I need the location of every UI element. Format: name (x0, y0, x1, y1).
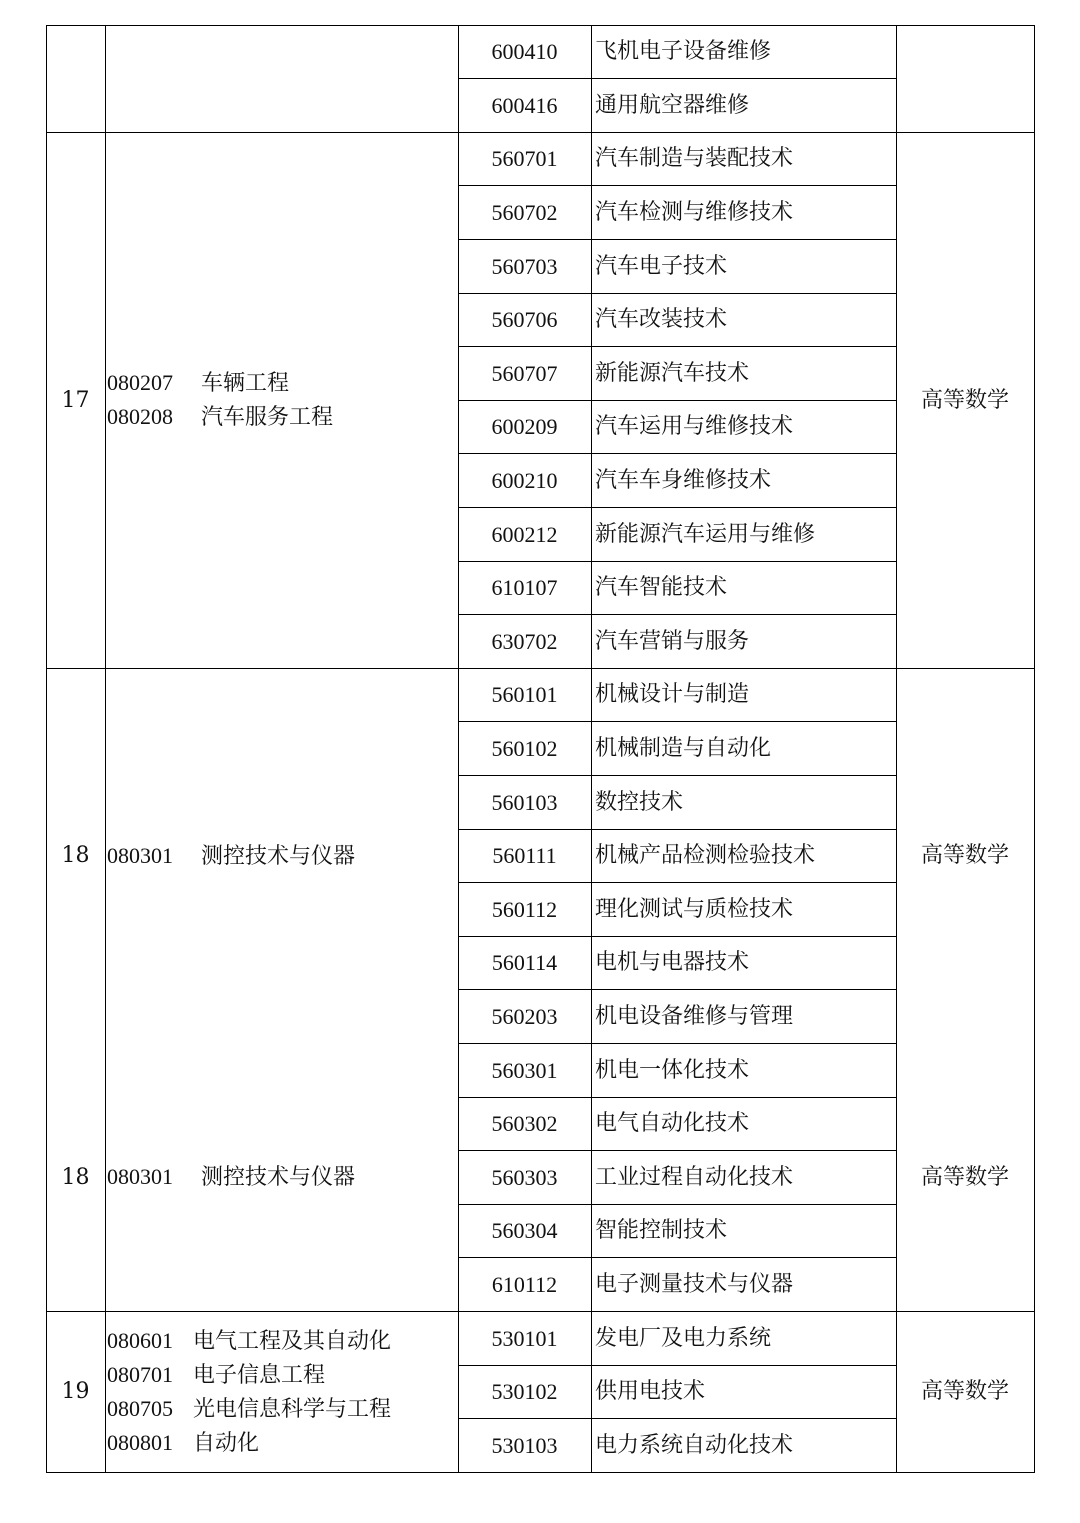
major-entry (107, 366, 289, 400)
major-entry (107, 1324, 391, 1358)
major-code: 080601 (107, 1327, 173, 1353)
table-rule (46, 132, 1034, 133)
table-rule (458, 1257, 896, 1258)
table-rule (458, 400, 896, 401)
specialty-code: 560203 (491, 1004, 558, 1030)
specialty-code: 600209 (491, 414, 558, 440)
major-entry (107, 1392, 391, 1426)
specialty-name: 汽车智能技术 (595, 575, 728, 601)
specialty-name: 数控技术 (595, 789, 684, 815)
major-name: 汽车服务工程 (201, 405, 334, 431)
specialty-code: 600210 (491, 468, 558, 494)
specialty-name: 新能源汽车运用与维修 (595, 521, 816, 547)
table-rule (46, 25, 47, 1473)
specialty-code: 560302 (491, 1111, 558, 1137)
specialty-code: 560303 (491, 1164, 558, 1190)
specialty-name: 电力系统自动化技术 (595, 1432, 794, 1458)
specialty-name: 电机与电器技术 (595, 950, 750, 976)
table-rule (458, 78, 896, 79)
specialty-name: 汽车改装技术 (595, 307, 728, 333)
specialty-code: 560702 (491, 200, 558, 226)
major-entry (107, 1358, 325, 1392)
table-rule (105, 25, 106, 1473)
specialty-name: 机电设备维修与管理 (595, 1004, 794, 1030)
specialty-code: 560102 (491, 736, 558, 762)
major-code: 080701 (107, 1361, 173, 1387)
specialty-name: 智能控制技术 (595, 1218, 728, 1244)
undergraduate-majors (105, 1311, 458, 1472)
major-code: 080301 (107, 842, 173, 868)
major-name: 测控技术与仪器 (201, 843, 356, 869)
exam-subject: 高等数学 (920, 843, 1009, 869)
table-rule (458, 507, 896, 508)
specialty-code: 530103 (491, 1432, 558, 1458)
specialty-code: 560304 (491, 1218, 558, 1244)
specialty-name: 汽车制造与装配技术 (595, 146, 794, 172)
table-rule (1034, 25, 1035, 1473)
specialty-code: 610107 (491, 575, 558, 601)
specialty-code: 560703 (491, 253, 558, 279)
table-rule (458, 561, 896, 562)
major-code: 080301 (107, 1164, 173, 1190)
major-entry (107, 1426, 259, 1460)
specialty-code: 560701 (491, 146, 558, 172)
group-number (46, 25, 105, 132)
undergraduate-majors (105, 25, 458, 132)
table-rule (458, 25, 459, 1473)
specialty-code: 530101 (491, 1325, 558, 1351)
major-code: 080207 (107, 370, 173, 396)
specialty-name: 汽车车身维修技术 (595, 468, 772, 494)
specialty-name: 机械制造与自动化 (595, 736, 772, 762)
exam-subject: 高等数学 (920, 1164, 1009, 1190)
specialty-name: 电气自动化技术 (595, 1111, 750, 1137)
major-entry (107, 839, 355, 873)
table-rule (458, 346, 896, 347)
major-entry (107, 400, 333, 434)
major-name: 自动化 (193, 1430, 260, 1456)
specialty-code: 610112 (491, 1272, 558, 1298)
specialty-name: 电子测量技术与仪器 (595, 1272, 794, 1298)
major-code: 080208 (107, 404, 173, 430)
table-rule (591, 25, 592, 1473)
table-rule (896, 25, 897, 1473)
specialty-name: 通用航空器维修 (595, 92, 750, 118)
specialty-name: 汽车运用与维修技术 (595, 414, 794, 440)
table-rule (458, 1043, 896, 1044)
major-name: 电子信息工程 (193, 1362, 326, 1388)
specialty-name: 机械设计与制造 (595, 682, 750, 708)
specialty-code: 600410 (491, 39, 558, 65)
major-code: 080801 (107, 1429, 173, 1455)
table-rule (46, 1472, 1034, 1473)
group-number: 18 (61, 1164, 90, 1190)
table-rule (458, 614, 896, 615)
specialty-code: 560111 (492, 843, 557, 869)
table-rule (458, 239, 896, 240)
group-number: 18 (61, 843, 90, 869)
specialty-name: 机械产品检测检验技术 (595, 843, 816, 869)
specialty-name: 工业过程自动化技术 (595, 1164, 794, 1190)
specialty-code: 560103 (491, 789, 558, 815)
specialty-name: 新能源汽车技术 (595, 360, 750, 386)
specialty-code: 560114 (491, 950, 558, 976)
table-rule (458, 829, 896, 830)
table-rule (46, 668, 1034, 669)
table-rule (458, 882, 896, 883)
specialty-name: 机电一体化技术 (595, 1057, 750, 1083)
exam-subject: 高等数学 (920, 387, 1009, 413)
table-rule (46, 1311, 1034, 1312)
table-rule (458, 989, 896, 990)
table-rule (458, 936, 896, 937)
major-name: 电气工程及其自动化 (193, 1328, 392, 1354)
specialty-code: 560101 (491, 682, 558, 708)
specialty-name: 汽车营销与服务 (595, 628, 750, 654)
undergraduate-majors (105, 132, 458, 668)
exam-subject (896, 25, 1034, 132)
major-name: 车辆工程 (201, 371, 290, 397)
group-number: 17 (61, 387, 90, 413)
table-rule (458, 185, 896, 186)
major-name: 光电信息科学与工程 (193, 1396, 392, 1422)
major-name: 测控技术与仪器 (201, 1165, 356, 1191)
specialty-code: 560707 (491, 360, 558, 386)
table-rule (46, 25, 1034, 26)
specialty-name: 发电厂及电力系统 (595, 1325, 772, 1351)
table-rule (458, 1097, 896, 1098)
table-rule (458, 1418, 896, 1419)
specialty-code: 560301 (491, 1057, 558, 1083)
table-rule (458, 1365, 896, 1366)
specialty-code: 530102 (491, 1379, 558, 1405)
table-rule (458, 721, 896, 722)
table-rule (458, 775, 896, 776)
group-number: 19 (61, 1379, 90, 1405)
table-rule (458, 1204, 896, 1205)
specialty-name: 汽车电子技术 (595, 253, 728, 279)
specialty-name: 汽车检测与维修技术 (595, 200, 794, 226)
table-rule (458, 453, 896, 454)
specialty-code: 600416 (491, 92, 558, 118)
undergraduate-majors (105, 1043, 458, 1311)
specialty-name: 供用电技术 (595, 1379, 706, 1405)
table-rule (458, 293, 896, 294)
exam-subject: 高等数学 (920, 1379, 1009, 1405)
specialty-code: 630702 (491, 628, 558, 654)
undergraduate-majors (105, 668, 458, 1043)
specialty-code: 600212 (491, 521, 558, 547)
major-code: 080705 (107, 1395, 173, 1421)
specialty-name: 飞机电子设备维修 (595, 39, 772, 65)
specialty-code: 560706 (491, 307, 558, 333)
table-rule (458, 1150, 896, 1151)
specialty-code: 560112 (491, 896, 558, 922)
major-entry (107, 1160, 355, 1194)
specialty-name: 理化测试与质检技术 (595, 896, 794, 922)
